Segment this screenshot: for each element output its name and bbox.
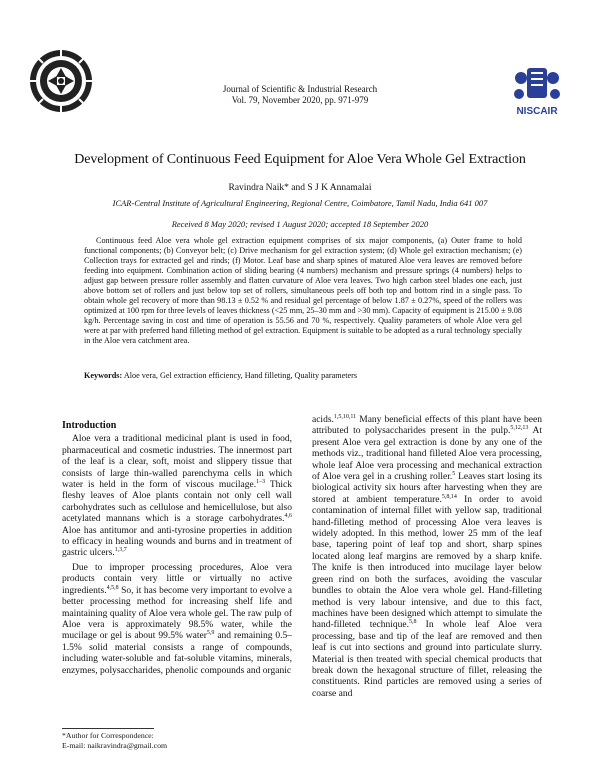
csir-logo <box>28 48 94 114</box>
niscair-logo <box>509 66 565 122</box>
citation: 5,8,14 <box>441 493 457 500</box>
keywords-list: Aloe vera, Gel extraction efficiency, Hand filleting, Quality parameters <box>123 371 358 380</box>
keywords-label: Keywords: <box>84 371 123 380</box>
volume-line: Vol. 79, November 2020, pp. 971-979 <box>231 94 369 105</box>
citation: 5,8 <box>409 619 417 626</box>
paragraph: Due to improper processing procedures, Aloe vera products contain very little or virtually no active ingredients.$^{4,5,8}$ So, it has become very important to evolve a better processing method for increasing shelf life and maintaining quality of Aloe vera whole gel. The raw pulp of Aloe vera is approximately 98.5% water, while the mucilage or gel is about 99.5% water$^{5,9}$ and remaining 0.5–1.5% solid material consists a range of compounds, including water-soluble and fat-soluble vitamins, minerals, enzymes, polysaccharides, phenolic compounds and organic <box>62 562 293 676</box>
paragraph: acids.$^{1,5,10,11}$ Many beneficial effects of this plant have been attributed to polysaccharides present in the pulp.$^{5,12,13}$ At present Aloe vera gel extraction is done by any one of the methods viz., traditional hand filleted Aloe vera processing, whole leaf Aloe vera processing and mechanical extraction of Aloe vera gel in a crushing roller.$^5$ Leaves start losing its biological activity six hours after harvesting when they are stored at ambient temperature.$^{5,8,14}$ In order to avoid contamination of internal fillet with yellow sap, traditional hand-filleting method of processing Aloe vera leaves is widely adopted. In this method, lower 25 mm of the leaf base, tapering point of leaf top and short, sharp spines located along leaf margins are removed by a sharp knife. The knife is then introduced into mucilage layer below green rind on both the surfaces, avoiding the vascular bundles to obtain the Aloe vera whole gel. Hand-filleting method is very labour intensive, and due to this fact, machines have been designed which attempt to simulate the hand-filleted technique.$^{5,8}$ In whole leaf Aloe vera processing, base and tip of the leaf are removed and then leaf is cut into sections and ground into particulate slurry. Material is then treated with special chemical products that break down the hexagonal structure of fillet, releasing the constituents. Rind particles are removed using a series of coarse and <box>312 413 543 699</box>
authors: Ravindra Naik* and S J K Annamalai <box>228 183 372 193</box>
citation: 4,6 <box>284 513 292 520</box>
received-dates: Received 8 May 2020; revised 1 August 2020; accepted 18 September 2020 <box>171 219 429 229</box>
abstract: Continuous feed Aloe vera whole gel extraction equipment comprises of six major components, (a) Outer frame to hold functional components; (b) Conveyor belt; (c) Drive mechanism for gel extraction system; (d) Whole gel extraction mechanism; (e) Collection trays for extracted gel and rinds; (f) Motor. Leaf base and sharp spines of matured Aloe vera leaves are removed before feeding into equipment. Combination action of sliding bearing (4 numbers) mechanism and pressure springs (4 numbers) helps to adjust gap between pressure roller assembly and flatten curvature of Aloe vera leaves. Two high carbon steel blades one each, just above bottom set of rollers and just below top set of rollers, simultaneous peels off both top and bottom rind in a single pass. To obtain whole gel recovery of more than 98.13 ± 0.52 % and residual gel percentage of below 1.87 ± 0.27%, speed of the rollers was optimized at 100 rpm for three levels of leaves thickness (<25 mm, 25–30 mm and >30 mm). Capacity of equipment is 215.00 ± 9.08 kg/h. Percentage saving in cost and time of operation is 55.56 and 70 %, respectively. Quality parameters of whole Aloe vera gel were at par with preferred hand filleting method of gel extraction. Equipment is suitable to be adopted as a rural technology specially in the Aloe vera catchment area. <box>84 236 522 345</box>
correspondence-footnote <box>62 731 292 751</box>
affiliation: ICAR-Central Institute of Agricultural Engineering, Regional Centre, Coimbatore, Tamil Nadu, India 641 007 <box>112 198 488 208</box>
niscair-logo-text: NISCAIR <box>516 106 558 117</box>
journal-citation <box>150 84 450 105</box>
journal-name: Journal of Scientific & Industrial Research <box>222 84 378 94</box>
section-heading-introduction: Introduction <box>62 420 117 431</box>
footnote-divider <box>62 728 154 729</box>
left-column <box>62 420 292 680</box>
citation: 5 <box>452 470 456 477</box>
citation: 1,3,7 <box>114 547 127 554</box>
citation: 1,5,10,11 <box>333 413 357 420</box>
footnote-email: E-mail: naikravindra@gmail.com <box>62 741 168 750</box>
paper-title: Development of Continuous Feed Equipment for Aloe Vera Whole Gel Extraction <box>74 152 526 167</box>
citation: 5,12,13 <box>510 425 529 432</box>
paragraph: Aloe vera a traditional medicinal plant is used in food, pharmaceutical and cosmetic industries. The innermost part of the leaf is a clear, soft, moist and slippery tissue that consists of large thin-walled parenchyma cells in which water is held in the form of viscous mucilage.$^{1-3}$ Thick fleshy leaves of Aloe plants contain not only cell wall carbohydrates such as cellulose and hemicellulose, but also acetylated mannans which is a storage carbohydrates.$^{4,6}$ Aloe has antitumor and anti-tyrosine properties in addition to efficacy in healing wounds and burns and in treatment of gastric ulcers.$^{1,3,7}$ <box>62 434 292 559</box>
right-column <box>312 415 542 703</box>
keywords <box>84 371 522 380</box>
citation: 4,5,8 <box>106 584 119 591</box>
footnote-label: *Author for Correspondence: <box>62 731 154 740</box>
citation: 5,9 <box>206 630 215 637</box>
citation: 1–3 <box>256 478 266 485</box>
